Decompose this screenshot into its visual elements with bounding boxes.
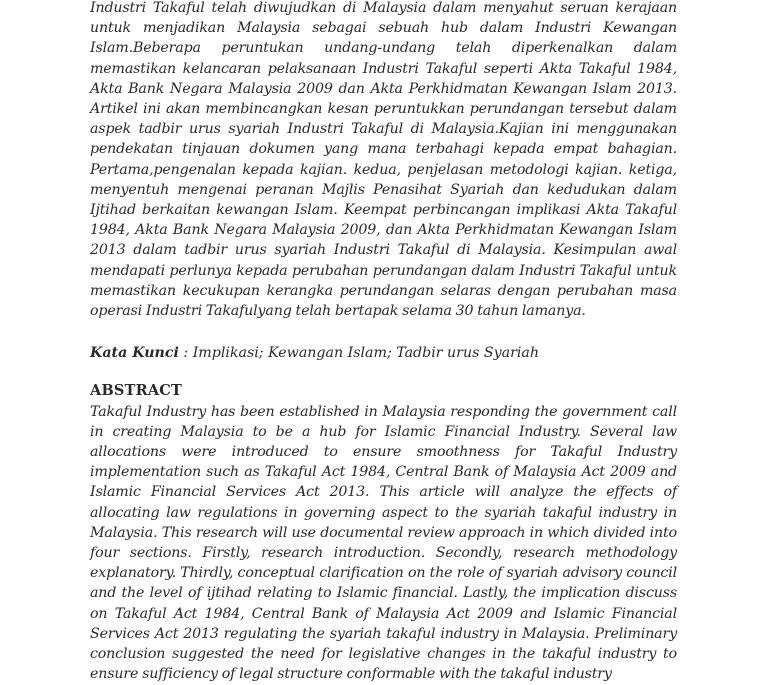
paper-page bbox=[90, 0, 677, 685]
keywords-line bbox=[90, 343, 677, 363]
abstrak-paragraph: Industri Takaful telah diwujudkan di Malaysia dalam menyahut seruan kerajaan untuk menjadikan Malaysia sebagai sebuah hub dalam Industri Kewangan Islam.Beberapa peruntukan undang-undang telah diperkenalkan dalam memastikan kelancaran pelaksanaan Industri Takaful seperti Akta Takaful 1984, Akta Bank Negara Malaysia 2009 dan Akta Perkhidmatan Kewangan Islam 2013. Artikel ini akan membincangkan kesan peruntukkan perundangan tersebut dalam aspek tadbir urus syariah Industri Takaful di Malaysia.Kajian ini menggunakan pendekatan tinjauan dokumen yang mana terbahagi kepada empat bahagian. Pertama,pengenalan kepada kajian. kedua, penjelasan metodologi kajian. ketiga, menyentuh mengenai peranan Majlis Penasihat Syariah dan kedudukan dalam Ijtihad berkaitan kewangan Islam. Keempat perbincangan implikasi Akta Takaful 1984, Akta Bank Negara Malaysia 2009, dan Akta Perkhidmatan Kewangan Islam 2013 dalam tadbir urus syariah Industri Takaful di Malaysia. Kesimpulan awal mendapati perlunya kepada perubahan perundangan dalam Industri Takaful untuk memastikan kecukupan kerangka perundangan selaras dengan perubahan masa operasi Industri Takafulyang telah bertapak selama 30 tahun lamanya. bbox=[90, 0, 677, 320]
abstract-heading: ABSTRACT bbox=[90, 382, 182, 400]
abstract-paragraph: Takaful Industry has been established in Malaysia responding the government call in creating Malaysia to be a hub for Islamic Financial Industry. Several law allocations were introduced to ensure smoothness for Takaful Industry implementation such as Takaful Act 1984, Central Bank of Malaysia Act 2009 and Islamic Financial Services Act 2013. This article will analyze the effects of allocating law regulations in governing aspect to the syariah takaful industry in Malaysia. This research will use documental review approach in which divided into four sections. Firstly, research introduction. Secondly, research methodology explanatory. Thirdly, conceptual clarification on the role of syariah advisory council and the level of ijtihad relating to Islamic financial. Lastly, the implication discuss on Takaful Act 1984, Central Bank of Malaysia Act 2009 and Islamic Financial Services Act 2013 regulating the syariah takaful industry in Malaysia. Preliminary conclusion suggested the need for legislative changes in the takaful industry to ensure sufficiency of legal structure conformable with the takaful industry bbox=[90, 403, 677, 683]
keywords-label: Kata Kunci bbox=[90, 345, 179, 362]
keywords-value: : Implikasi; Kewangan Islam; Tadbir urus Syariah bbox=[178, 345, 540, 362]
